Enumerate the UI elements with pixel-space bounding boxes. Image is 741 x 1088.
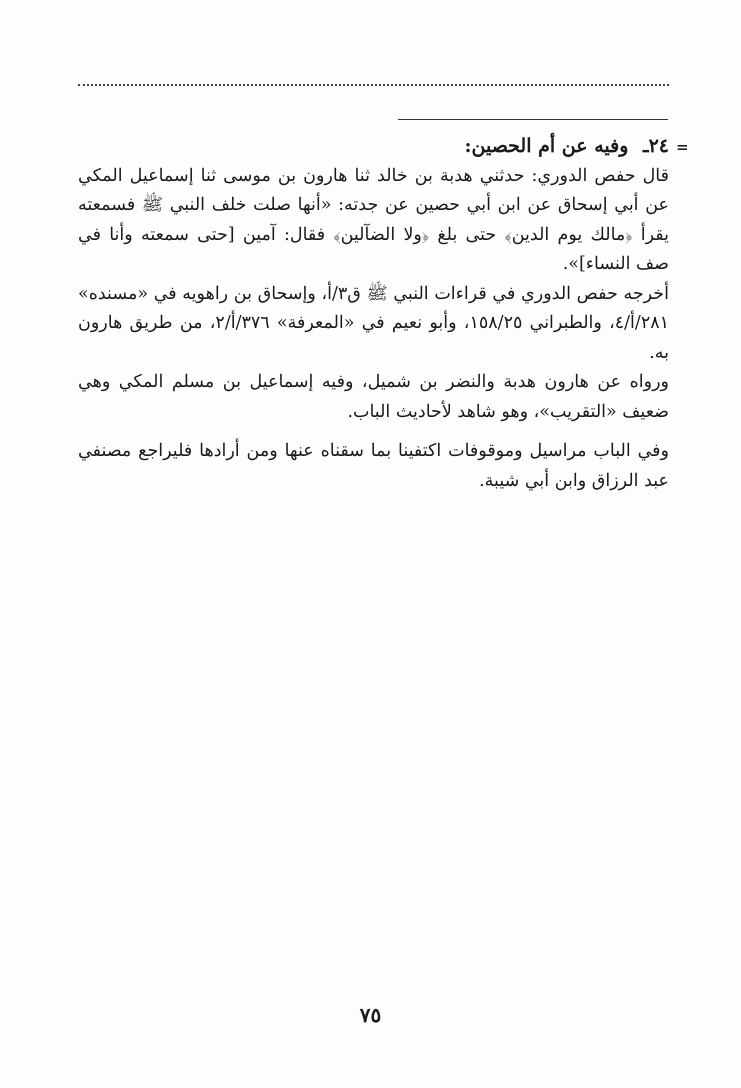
section-title: وفيه عن أم الحصين: [464, 135, 629, 157]
section-divider [398, 119, 668, 120]
page-number: ٧٥ [359, 1003, 382, 1027]
page-body [78, 132, 669, 496]
hadith-text-paragraph: قال حفص الدوري: حدثني هدبة بن خالد ثنا هارون بن موسى ثنا إسماعيل المكي عن أبي إسحاق عن ابن أبي حصين عن جدته: «أنها صلت خلف النبي ﷺ فسمعته يقرأ ﴿مالك يوم الدين﴾ حتى بلغ ﴿ولا الضآلين﴾ فقال: آمين [حتى سمعته وأنا في صف النساء]». [78, 165, 669, 274]
margin-mark: = [676, 138, 689, 156]
section-heading [78, 132, 669, 162]
top-dotted-divider [78, 84, 669, 86]
takhrij-paragraph: أخرجه حفص الدوري في قراءات النبي ﷺ ق٣/أ، وإسحاق بن راهويه في «مسنده» ٢٨١/أ/٤، والطبراني ١٥٨/٢٥، وأبو نعيم في «المعرفة» ٣٧٦/أ/٢، من طريق هارون به. [78, 283, 670, 363]
narration-note-paragraph: ورواه عن هارون هدبة والنضر بن شميل، وفيه إسماعيل بن مسلم المكي وهي ضعيف «التقريب»، وهو شاهد لأحاديث الباب. [78, 372, 669, 422]
closing-note-paragraph: وفي الباب مراسيل وموقوفات اكتفينا بما سقناه عنها ومن أرادها فليراجع مصنفي عبد الرزاق وابن أبي شيبة. [78, 441, 669, 491]
section-number: ٢٤ـ [643, 135, 669, 157]
